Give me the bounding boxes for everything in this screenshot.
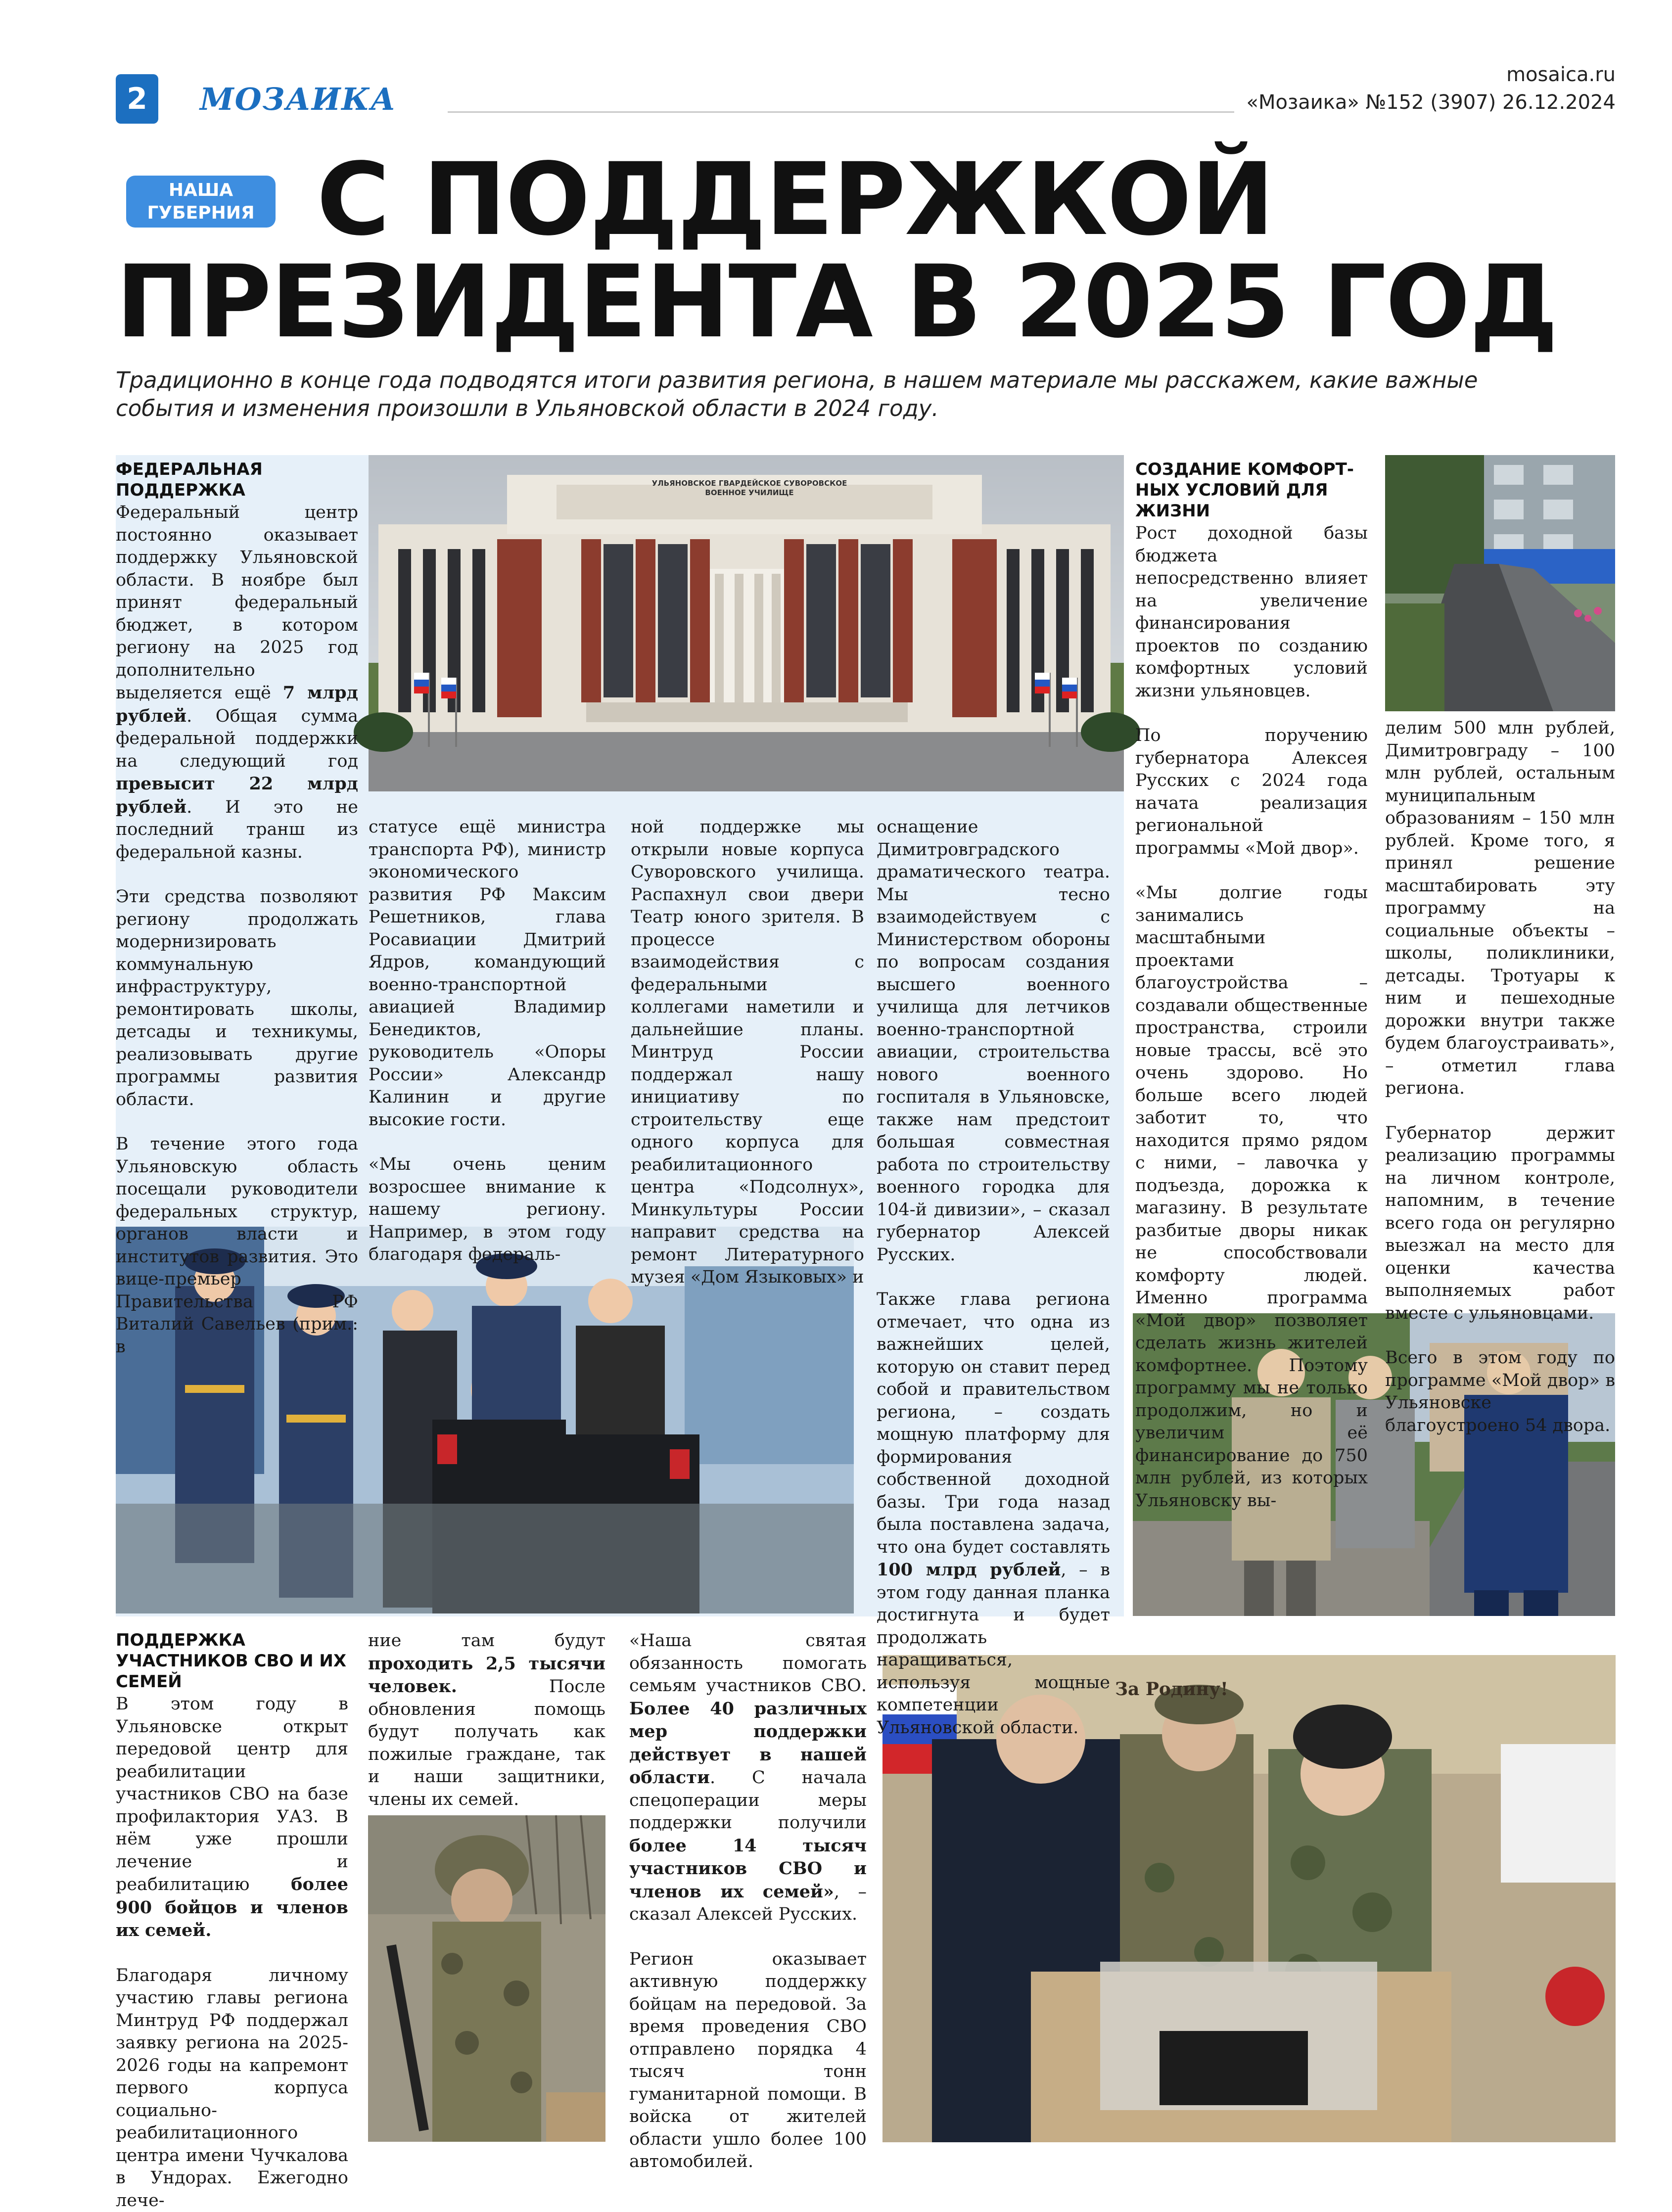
comfort-col2-paragraph-3: Всего в этом году по программе «Мой двор» в Ульяновске благоустроено 54 двора. [1385,1347,1615,1437]
comfort-column-1 [1135,459,1368,1512]
svo-col2-a: ние там будут [368,1631,605,1651]
rubric-line-2: ГУБЕРНИЯ [126,202,276,225]
federal-p1-e: . И это не последний транш из федеральной казны. [116,797,358,862]
svo-heading-line-1: ПОДДЕРЖКА [116,1630,348,1651]
svo-col2-b: проходить 2,5 тысячи человек. [368,1654,605,1697]
issue-info: «Мозаика» №152 (3907) 26.12.2024 [1217,91,1616,114]
svo-heading [116,1630,348,1692]
rubric-badge [126,176,276,228]
svo-col3-p1-b: Более 40 различных мер поддержки действует в нашей области [629,1699,867,1788]
page-number: 2 [116,74,158,124]
headline-line-1: С ПОДДЕРЖКОЙ [317,147,1273,251]
comfort-column-2 [1385,717,1615,1437]
logo-text: МОЗАИКА [200,81,396,117]
comfort-heading-line-3: ЖИЗНИ [1135,501,1368,521]
federal-paragraph-1 [116,502,358,864]
comfort-col2-paragraph-2: Губернатор держит реализацию программы на личном контроле, напомним, в течение всего года он регулярно выезжал на место для оценки качества выполняемых работ вместе с ульяновцами. [1385,1122,1615,1325]
federal-col4-p2-b: 100 млрд рублей [877,1560,1061,1580]
svo-col3-p1-a: «Наша святая обязанность помогать семьям участников СВО. [629,1631,867,1696]
svo-heading-line-2: УЧАСТНИКОВ СВО И ИХ [116,1651,348,1671]
federal-paragraph-3: В течение этого года Ульяновскую область посещали руководители федеральных структур, органов власти и институтов развития. Это вице-премьер Правительства РФ Виталий Савельев (прим.: в [116,1133,358,1358]
svo-paragraph-1 [116,1693,348,1942]
svo-p1-b: более 900 бойцов и членов их семей. [116,1874,348,1940]
comfort-heading-line-1: СОЗДАНИЕ КОМФОРТ- [1135,459,1368,480]
svo-column-3 [629,1630,867,2173]
aid-banner-text: За Родину! [1115,1679,1239,1700]
federal-col4-p2-a: Также глава региона отмечает, что одна из важнейших целей, которую он ставит перед собой и правительством региона, – создать мощную платформу для формирования собственной доходной базы. Три года назад была поставлена задача, что она будет составлять [877,1290,1110,1557]
svo-col3-paragraph-2: Регион оказывает активную поддержку бойцам на передовой. За время проведения СВО отправлено порядка 4 тысяч тонн гуманитарной помощи. В войска от жителей области ушло более 100 автомобилей. [629,1948,867,2173]
lead-paragraph: Традиционно в конце года подводятся итоги развития региона, в нашем материале мы расскажем, какие важные события и изменения произошли в Ульяновской области в 2024 году. [116,366,1540,422]
rubric-line-1: НАША [126,179,276,202]
federal-col4-p2-c: , – в этом году данная планка достигнута и будет продолжать наращиваться, используя мощные компетенции Ульяновской области. [877,1560,1110,1738]
svo-p1-a: В этом году в Ульяновске открыт передовой центр для реабилитации участников СВО на базе профилактория УАЗ. В нём уже прошли лечение и реабилитацию [116,1694,348,1894]
federal-col2-paragraph-2: «Мы очень ценим возросшее внимание к нашему региону. Например, в этом году благодаря федераль- [369,1153,606,1266]
photo-suvorov-school [369,455,1124,791]
comfort-paragraph-2: По поручению губернатора Алексея Русских с 2024 года начата реализация региональной программы «Мой двор». [1135,725,1368,860]
svo-column-2 [368,1630,605,1811]
svo-col3-p1-e: , – сказал Алексей Русских. [629,1882,867,1925]
comfort-col2-paragraph-1: делим 500 млн рублей, Димитровграду – 100 млн рублей, остальным муниципальным образованиям – 150 млн рублей. Кроме того, я принял решение масштабировать эту программу на социальные объекты – школы, поликлиники, детсады. Тротуары к ним и пешеходные дорожки внутри также будем благоустраивать», – отметил глава региона. [1385,717,1615,1100]
federal-col2-paragraph-1: статусе ещё министра транспорта РФ), министр экономического развития РФ Максим Решетников, глава Росавиации Дмитрий Ядров, командующий военно-транспортной авиацией Владимир Бенедиктов, руководитель «Опоры России» Александр Калинин и другие высокие гости. [369,816,606,1131]
comfort-heading-line-2: НЫХ УСЛОВИЙ ДЛЯ [1135,480,1368,501]
building-sign: УЛЬЯНОВСКОЕ ГВАРДЕЙСКОЕ СУВОРОВСКОЕ ВОЕННОЕ УЧИЛИЩЕ [646,479,853,498]
newspaper-logo[interactable] [193,74,371,124]
federal-heading [116,459,358,501]
federal-p1-a: Федеральный центр постоянно оказывает поддержку Ульяновской области. В ноябре был принят федеральный бюджет, в котором региону на 2025 год дополнительно выделяется ещё [116,503,358,703]
comfort-heading [1135,459,1368,521]
photo-soldier [368,1815,605,2142]
federal-col4-paragraph-1: оснащение Димитровградского драматического театра. Мы тесно взаимодействуем с Министерством обороны по вопросам создания высшего военного училища для летчиков военно-транспортной авиации, строительства нового военного госпиталя в Ульяновске, также нам предстоит большая совместная работа по строительству военного городка для 104-й дивизии», – сказал губернатор Алексей Русских. [877,816,1110,1266]
photo-yard-path [1385,455,1615,711]
svo-col3-p1-c: . С начала спецоперации меры поддержки получили [629,1768,867,1833]
svo-col2-c: После обновления помощь будут получать как пожилые граждане, так и наши защитники, члены их семей. [368,1677,605,1809]
federal-col4-paragraph-2 [877,1289,1110,1739]
svo-paragraph-2: Благодаря личному участию главы региона Минтруд РФ поддержал заявку региона на 2025-2026 годы на капремонт первого корпуса социально-реабилитационного центра имени Чучкалова в Ундорах. Ежегодно лече- [116,1965,348,2212]
comfort-paragraph-1: Рост доходной базы бюджета непосредственно влияет на увеличение финансирования проектов по созданию комфортных условий жизни ульяновцев. [1135,522,1368,702]
svo-column-1 [116,1630,348,2212]
federal-p1-c: . Общая сумма федеральной поддержки на следующий год [116,706,358,771]
header-divider [448,111,1234,113]
svo-col3-p1-d: более 14 тысяч участников СВО и членов их семей» [629,1836,867,1902]
federal-column-3 [631,816,864,1289]
federal-heading-line-2: ПОДДЕРЖКА [116,480,358,501]
federal-col3-paragraph: ной поддержке мы открыли новые корпуса Суворовского училища. Распахнул свои двери Театр юного зрителя. В процессе взаимодействия с федеральными коллегами наметили и дальнейшие планы. Минтруд России поддержал нашу инициативу по строительству еще одного корпуса для реабилитационного центра «Подсолнух», Минкультуры России направит средства на ремонт Литературного музея «Дом Языковых» и [631,816,864,1289]
federal-p1-b: 7 млрд рублей [116,683,358,726]
comfort-paragraph-3: «Мы долгие годы занимались масштабными проектами благоустройства – создавали общественные пространства, строили новые трассы, всё это очень здорово. Но больше всего людей заботит то, что находится прямо рядом с ними, – лавочка у подъезда, дорожка к магазину. В результате разбитые дворы никак не способствовали комфорту людей. Именно программа «Мой двор» позволяет сделать жизнь жителей комфортнее. Поэтому программу мы не только продолжим, но и увеличим её финансирование до 750 млн рублей, из которых Ульяновску вы- [1135,882,1368,1512]
site-url[interactable]: mosaica.ru [1395,63,1616,86]
svo-col2-paragraph [368,1630,605,1811]
federal-heading-line-1: ФЕДЕРАЛЬНАЯ [116,459,358,480]
svo-heading-line-3: СЕМЕЙ [116,1671,348,1692]
federal-paragraph-2: Эти средства позволяют региону продолжать модернизировать коммунальную инфраструктуру, ремонтировать школы, детсады и техникумы, реализовывать другие программы развития области. [116,886,358,1111]
svo-col3-paragraph-1 [629,1630,867,1926]
federal-p1-d: превысит 22 млрд рублей [116,774,358,817]
federal-column-4 [877,816,1110,1739]
federal-column-1 [116,459,358,1358]
federal-column-2 [369,816,606,1266]
headline-line-2: ПРЕЗИДЕНТА В 2025 ГОД [116,250,1557,354]
